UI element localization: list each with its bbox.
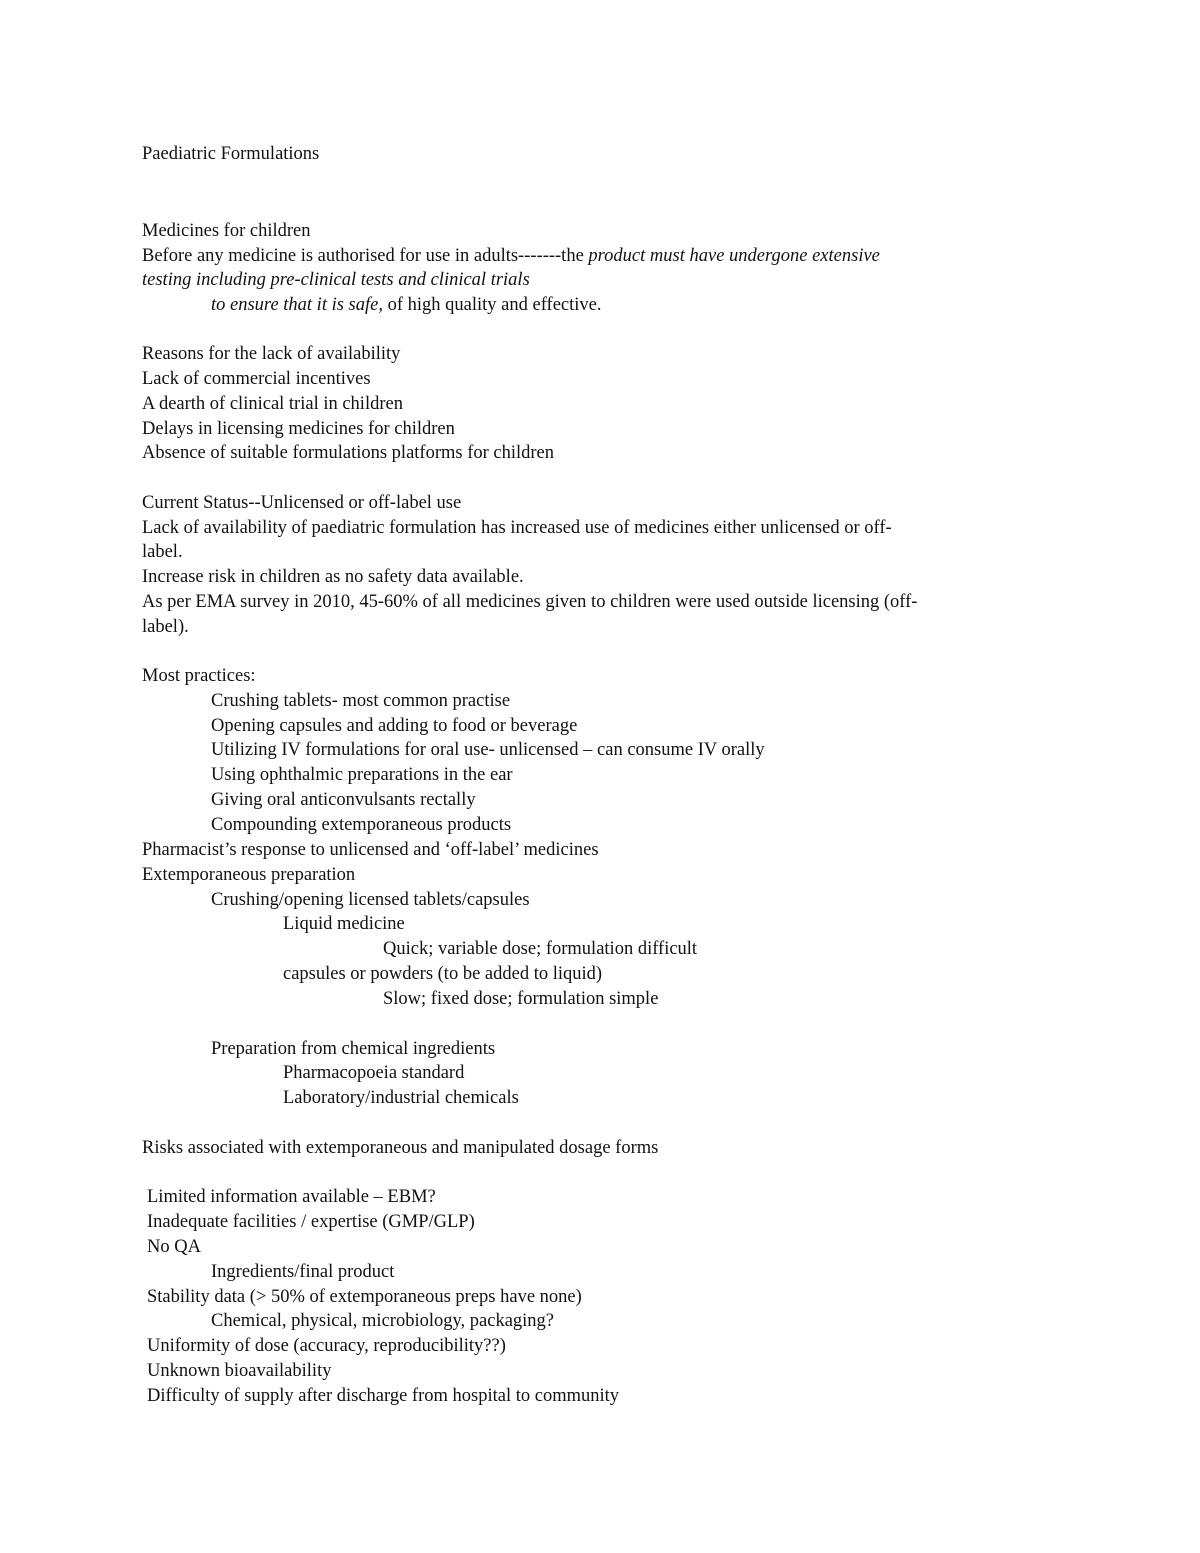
risk-item-limited-information: Limited information available – EBM?	[147, 1187, 436, 1207]
liquid-medicine-item: Liquid medicine	[283, 914, 405, 934]
status-paragraph-3b: label).	[142, 617, 189, 637]
chemical-preparation-heading: Preparation from chemical ingredients	[211, 1039, 496, 1059]
reason-item: Delays in licensing medicines for children	[142, 419, 455, 439]
intro-line-3	[211, 293, 602, 317]
section-heading-most-practices: Most practices:	[142, 666, 256, 686]
reason-item: Absence of suitable formulations platforms for children	[142, 443, 555, 463]
section-heading-current-status: Current Status--Unlicensed or off-label use	[142, 493, 462, 513]
page-title: Paediatric Formulations	[142, 144, 320, 164]
risk-item-bioavailability: Unknown bioavailability	[147, 1361, 332, 1381]
risk-item-uniformity: Uniformity of dose (accuracy, reproducibility??)	[147, 1336, 506, 1356]
liquid-medicine-note: Quick; variable dose; formulation difficult	[383, 939, 698, 959]
practice-item: Opening capsules and adding to food or beverage	[211, 716, 578, 736]
extemporaneous-preparation-heading: Extemporaneous preparation	[142, 865, 356, 885]
practice-item: Using ophthalmic preparations in the ear	[211, 765, 513, 785]
status-paragraph-2: Increase risk in children as no safety data available.	[142, 567, 524, 587]
crushing-opening-item: Crushing/opening licensed tablets/capsules	[211, 890, 530, 910]
reason-item: A dearth of clinical trial in children	[142, 394, 403, 414]
status-paragraph-1a: Lack of availability of paediatric formulation has increased use of medicines either unlicensed or off-	[142, 518, 892, 538]
intro-line-3-italic: to ensure that it is safe,	[211, 295, 383, 315]
practice-item: Crushing tablets- most common practise	[211, 691, 511, 711]
risk-item-no-qa: No QA	[147, 1237, 201, 1257]
status-paragraph-1b: label.	[142, 542, 183, 562]
capsules-powders-note: Slow; fixed dose; formulation simple	[383, 989, 659, 1009]
chemical-item: Pharmacopoeia standard	[283, 1063, 465, 1083]
intro-line-1	[142, 244, 880, 268]
capsules-powders-item: capsules or powders (to be added to liquid)	[283, 964, 603, 984]
intro-line-1-plain: Before any medicine is authorised for use in adults-------the	[142, 246, 589, 266]
section-heading-medicines-for-children: Medicines for children	[142, 221, 311, 241]
intro-line-1-italic: product must have undergone extensive	[588, 246, 880, 266]
section-heading-risks: Risks associated with extemporaneous and manipulated dosage forms	[142, 1138, 659, 1158]
risk-subitem-stability: Chemical, physical, microbiology, packaging?	[211, 1311, 555, 1331]
risk-item-supply: Difficulty of supply after discharge from hospital to community	[147, 1386, 620, 1406]
risk-item-stability: Stability data (> 50% of extemporaneous preps have none)	[147, 1287, 582, 1307]
risk-item-facilities: Inadequate facilities / expertise (GMP/GLP)	[147, 1212, 475, 1232]
status-paragraph-3a: As per EMA survey in 2010, 45-60% of all medicines given to children were used outside licensing (off-	[142, 592, 918, 612]
intro-line-2	[142, 268, 530, 292]
section-heading-pharmacist-response: Pharmacist’s response to unlicensed and ‘off-label’ medicines	[142, 840, 599, 860]
section-heading-reasons: Reasons for the lack of availability	[142, 344, 401, 364]
risk-subitem-ingredients: Ingredients/final product	[211, 1262, 395, 1282]
reason-item: Lack of commercial incentives	[142, 369, 371, 389]
intro-line-3-plain: of high quality and effective.	[382, 295, 602, 315]
practice-item: Giving oral anticonvulsants rectally	[211, 790, 476, 810]
practice-item: Compounding extemporaneous products	[211, 815, 512, 835]
intro-line-2-italic: testing including pre-clinical tests and clinical trials	[142, 270, 530, 290]
practice-item: Utilizing IV formulations for oral use- unlicensed – can consume IV orally	[211, 740, 765, 760]
chemical-item: Laboratory/industrial chemicals	[283, 1088, 519, 1108]
